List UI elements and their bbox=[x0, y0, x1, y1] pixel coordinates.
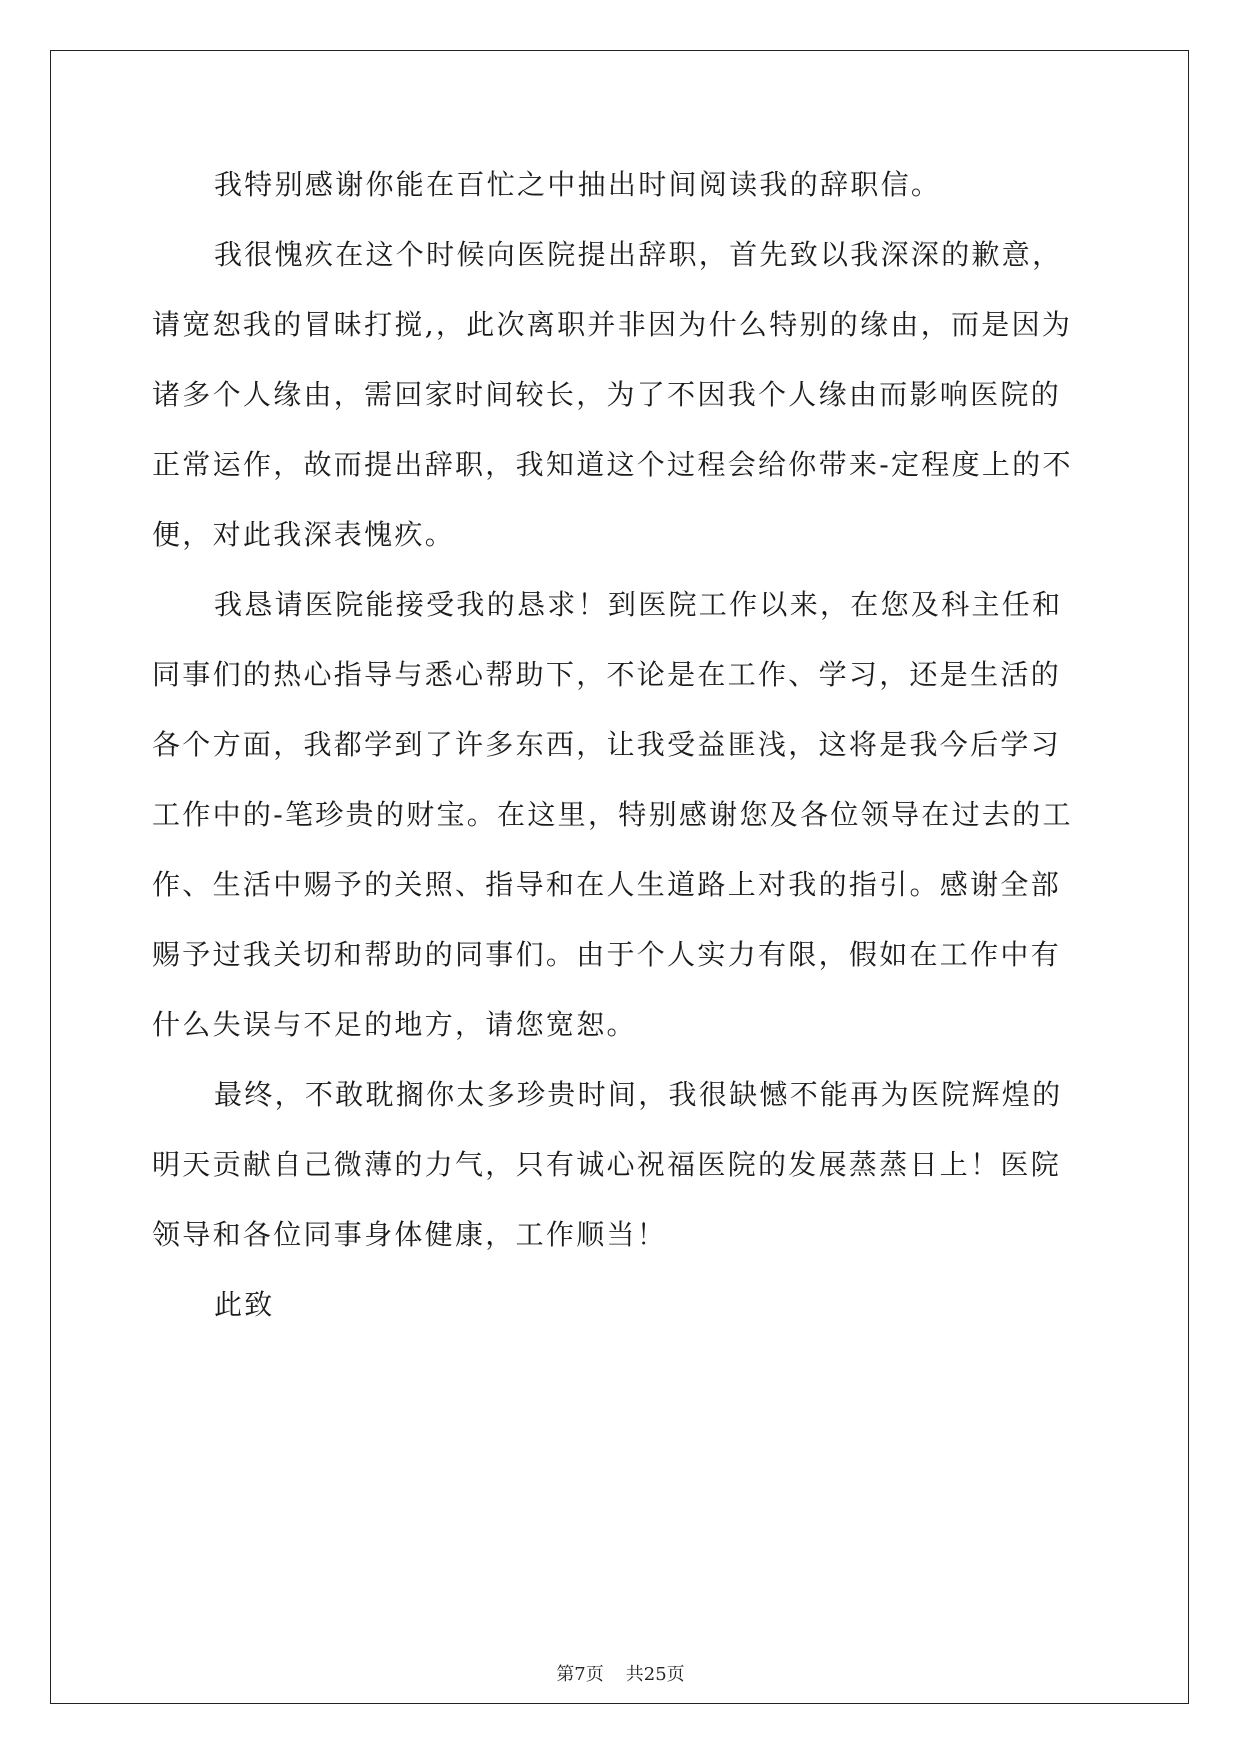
text-line: 诸多个人缘由，需回家时间较长，为了不因我个人缘由而影响医院的 bbox=[152, 378, 1062, 411]
paragraph-1 bbox=[152, 150, 1089, 220]
text-line: 最终，不敢耽搁你太多珍贵时间，我很缺憾不能再为医院辉煌的 bbox=[214, 1078, 1063, 1111]
text-line: 我很愧疚在这个时候向医院提出辞职，首先致以我深深的歉意， bbox=[214, 238, 1063, 271]
text-line: 我恳请医院能接受我的恳求！到医院工作以来，在您及科主任和 bbox=[214, 588, 1063, 621]
document-body bbox=[152, 150, 1089, 1340]
paragraph-4 bbox=[152, 1060, 1089, 1270]
text-line: 领导和各位同事身体健康，工作顺当！ bbox=[152, 1218, 668, 1251]
text-line: 工作中的-笔珍贵的财宝。在这里，特别感谢您及各位领导在过去的工 bbox=[152, 798, 1073, 831]
text-line: 作、生活中赐予的关照、指导和在人生道路上对我的指引。感谢全部 bbox=[152, 868, 1062, 901]
paragraph-3 bbox=[152, 570, 1089, 1060]
closing-salutation: 此致 bbox=[214, 1288, 275, 1321]
text-line: 我特别感谢你能在百忙之中抽出时间阅读我的辞职信。 bbox=[214, 168, 942, 201]
text-line: 同事们的热心指导与悉心帮助下，不论是在工作、学习，还是生活的 bbox=[152, 658, 1062, 691]
text-line: 什么失误与不足的地方，请您宽恕。 bbox=[152, 1008, 637, 1041]
text-line: 赐予过我关切和帮助的同事们。由于个人实力有限，假如在工作中有 bbox=[152, 938, 1062, 971]
paragraph-2 bbox=[152, 220, 1089, 570]
text-line: 明天贡献自己微薄的力气，只有诚心祝福医院的发展蒸蒸日上！医院 bbox=[152, 1148, 1062, 1181]
text-line: 正常运作，故而提出辞职，我知道这个过程会给你带来-定程度上的不 bbox=[152, 448, 1073, 481]
page-footer bbox=[0, 1660, 1241, 1686]
page-total: 共25页 bbox=[625, 1664, 685, 1685]
page-number: 第7页 bbox=[556, 1664, 604, 1685]
text-line: 便，对此我深表愧疚。 bbox=[152, 518, 456, 551]
text-line: 各个方面，我都学到了许多东西，让我受益匪浅，这将是我今后学习 bbox=[152, 728, 1062, 761]
text-line: 请宽恕我的冒昧打搅,，此次离职并非因为什么特别的缘由，而是因为 bbox=[152, 308, 1073, 341]
